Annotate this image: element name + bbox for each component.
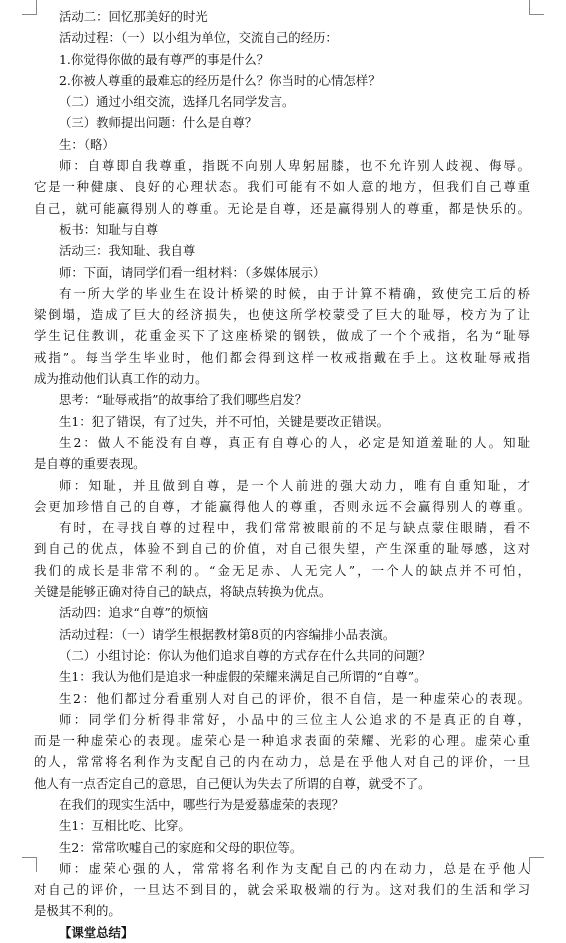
text-line: 思考：“耻辱戒指”的故事给了我们哪些启发？ bbox=[59, 392, 308, 408]
text-line: 板书：知耻与自尊 bbox=[59, 221, 159, 237]
text-line: 我们的成长是非常不利的。“金无足赤、人无完人”，一个人的缺点并不可怕， bbox=[34, 562, 530, 578]
text-line: 生1：我认为他们是追求一种虚假的荣耀来满足自己所谓的“自尊”。 bbox=[59, 669, 427, 685]
text-line: 他人有一点否定自己的意思，自己便认为失去了所谓的自尊，就受不了。 bbox=[34, 775, 431, 791]
text-line: （三）教师提出问题：什么是自尊？ bbox=[59, 115, 258, 131]
text-line: 生2：做人不能没有自尊，真正有自尊心的人，必定是知道羞耻的人。知耻 bbox=[59, 434, 530, 450]
text-line: 师：下面，请同学们看一组材料：（多媒体展示） bbox=[59, 264, 326, 280]
text-line: 师：知耻，并且做到自尊，是一个人前进的强大动力，唯有自重知耻，才 bbox=[59, 477, 530, 493]
text-line: 生1：互相比吃、比穿。 bbox=[59, 818, 191, 834]
text-line: （二）通过小组交流，选择几名同学发言。 bbox=[59, 94, 295, 110]
text-line: 自己，就可能赢得别人的尊重。无论是自尊，还是赢得别人的尊重，都是快乐的。 bbox=[34, 200, 530, 216]
text-line: 1.你觉得你做的最有尊严的事是什么？ bbox=[59, 51, 270, 67]
text-line: 有一所大学的毕业生在设计桥梁的时候，由于计算不精确，致使完工后的桥 bbox=[59, 285, 530, 301]
text-line: （二）小组讨论：你认为他们追求自尊的方式存在什么共同的问题？ bbox=[59, 647, 431, 663]
text-line: 在我们的现实生活中，哪些行为是爱慕虚荣的表现？ bbox=[59, 796, 344, 812]
text-line: 戒指”。每当学生毕业时，他们都会得到这样一枚戒指戴在手上。这枚耻辱戒指 bbox=[34, 349, 530, 365]
text-line: 师：自尊即自我尊重，指既不向别人卑躬屈膝，也不允许别人歧视、侮辱。 bbox=[59, 158, 530, 174]
section-heading: 【课堂总结】 bbox=[59, 924, 134, 940]
text-line: 梁倒塌，造成了巨大的经济损失，也使这所学校蒙受了巨大的耻辱，校方为了让 bbox=[34, 307, 530, 323]
text-line: 成为推动他们认真工作的动力。 bbox=[34, 371, 208, 387]
document-page bbox=[34, 6, 530, 943]
text-line: 活动过程：（一）以小组为单位，交流自己的经历： bbox=[59, 30, 338, 46]
text-line: 关键是能够正确对待自己的缺点，将缺点转换为优点。 bbox=[34, 584, 332, 600]
text-line: 对自己的评价，一旦达不到目的，就会采取极端的行为。这对我们的生活和学习 bbox=[34, 882, 530, 898]
text-line: 活动四：追求“自尊”的烦恼 bbox=[59, 605, 208, 621]
text-line: 活动三：我知耻、我自尊 bbox=[59, 243, 196, 259]
text-line: 师：同学们分析得非常好，小品中的三位主人公追求的不是真正的自尊， bbox=[59, 711, 530, 727]
text-line: 活动过程：（一）请学生根据教材第8页的内容编排小品表演。 bbox=[59, 626, 396, 642]
text-line: 生2：常常吹嘘自己的家庭和父母的职位等。 bbox=[59, 839, 303, 855]
text-line: 学生记住教训，花重金买下了这座桥梁的钢铁，做成了一个个戒指，名为“耻辱 bbox=[34, 328, 530, 344]
text-line: 是自尊的重要表现。 bbox=[34, 456, 146, 472]
text-line: 而是一种虚荣心的表现。虚荣心是一种追求表面的荣耀、光彩的心理。虚荣心重 bbox=[34, 733, 530, 749]
text-line: 生1：犯了错误，有了过失，并不可怕，关键是要改正错误。 bbox=[59, 413, 390, 429]
text-line: 有时，在寻找自尊的过程中，我们常常被眼前的不足与缺点蒙住眼睛，看不 bbox=[59, 520, 530, 536]
text-line: 会更加珍惜自己的自尊，才能赢得他人的尊重，否则永远不会赢得别人的尊重。 bbox=[34, 498, 530, 514]
text-line: 是极其不利的。 bbox=[34, 903, 121, 919]
text-line: 到自己的优点，体验不到自己的价值，对自己很失望，产生深重的耻辱感，这对 bbox=[34, 541, 530, 557]
text-line: 2.你被人尊重的最难忘的经历是什么？你当时的心情怎样？ bbox=[59, 72, 381, 88]
text-line: 活动二：回忆那美好的时光 bbox=[59, 9, 208, 24]
text-line: 的人，常常将名利作为支配自己的内在动力，总是在乎他人对自己的评价，一旦 bbox=[34, 754, 530, 770]
crop-mark-bottom-right bbox=[529, 857, 544, 872]
text-line: 生2：他们都过分看重别人对自己的评价，很不自信，是一种虚荣心的表现。 bbox=[59, 690, 530, 706]
text-line: 师：虚荣心强的人，常常将名利作为支配自己的内在动力，总是在乎他人 bbox=[59, 860, 530, 876]
text-line: 生：（略） bbox=[59, 136, 115, 152]
text-line: 它是一种健康、良好的心理状态。我们可能有不如人意的地方，但我们自己尊重 bbox=[34, 179, 530, 195]
crop-mark-top-right bbox=[529, 0, 544, 15]
